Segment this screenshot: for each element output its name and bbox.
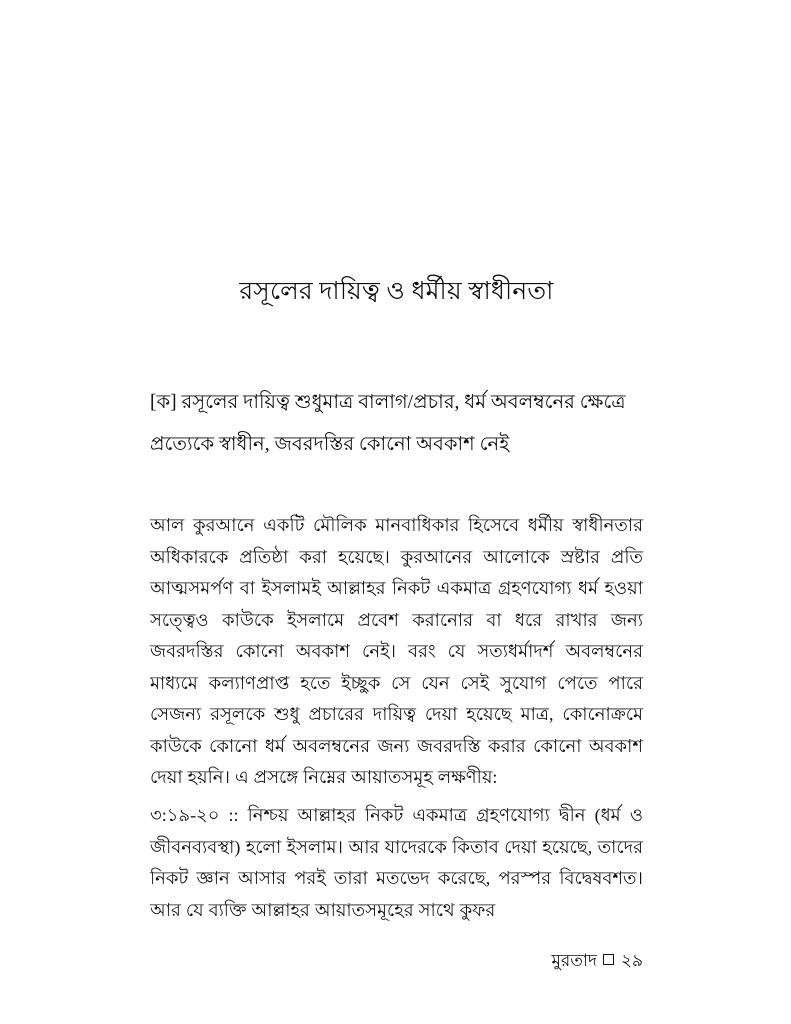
page-number: ২৯ — [620, 951, 643, 970]
body-paragraph-main: আল কুরআনে একটি মৌলিক মানবাধিকার হিসেবে ধর্মীয় স্বাধীনতার অধিকারকে প্রতিষ্ঠা করা হয়েছে। কুরআনের আলোকে স্রষ্টার প্রতি আত্মসমর্পণ বা ইসলামই আল্লাহর নিকট একমাত্র গ্রহণযোগ্য ধর্ম হওয়া সত্ত্বেও কাউকে ইসলামে প্রবেশ করানোর বা ধরে রাখার জন্য জবরদস্তির কোনো অবকাশ নেই। বরং যে সত্যধর্মাদর্শ অবলম্বনের মাধ্যমে কল্যাণপ্রাপ্ত হতে ইচ্ছুক সে যেন সেই সুযোগ পেতে পারে সেজন্য রসূলকে শুধু প্রচারের দায়িত্ব দেয়া হয়েছে মাত্র, কোনোক্রমে কাউকে কোনো ধর্ম অবলম্বনের জন্য জবরদস্তি করার কোনো অবকাশ দেয়া হয়নি। এ প্রসঙ্গে নিম্নের আয়াতসমূহ লক্ষণীয়: — [150, 515, 643, 787]
page-title: রসূলের দায়িত্ব ও ধর্মীয় স্বাধীনতা — [239, 277, 554, 305]
body-paragraph-quran-quote: ৩:১৯-২০ :: নিশ্চয় আল্লাহর নিকট একমাত্র গ্রহণযোগ্য দ্বীন (ধর্ম ও জীবনব্যবস্থা) হলো ইসলাম। আর যাদেরকে কিতাব দেয়া হয়েছে, তাদের নিকট জ্ঞান আসার পরই তারা মতভেদ করেছে, পরস্পর বিদ্বেষবশত। আর যে ব্যক্তি আল্লাহর আয়াতসমূহের সাথে কুফর — [150, 805, 643, 920]
footer-book-title: মুরতাদ — [551, 951, 597, 970]
page-footer — [150, 948, 643, 974]
section-heading: [ক] রসূলের দায়িত্ব শুধুমাত্র বালাগ/প্রচার, ধর্ম অবলম্বনের ক্ষেত্রে প্রত্যেকে স্বাধীন, জবরদস্তির কোনো অবকাশ নেই — [150, 392, 626, 456]
square-box-icon — [603, 954, 614, 965]
